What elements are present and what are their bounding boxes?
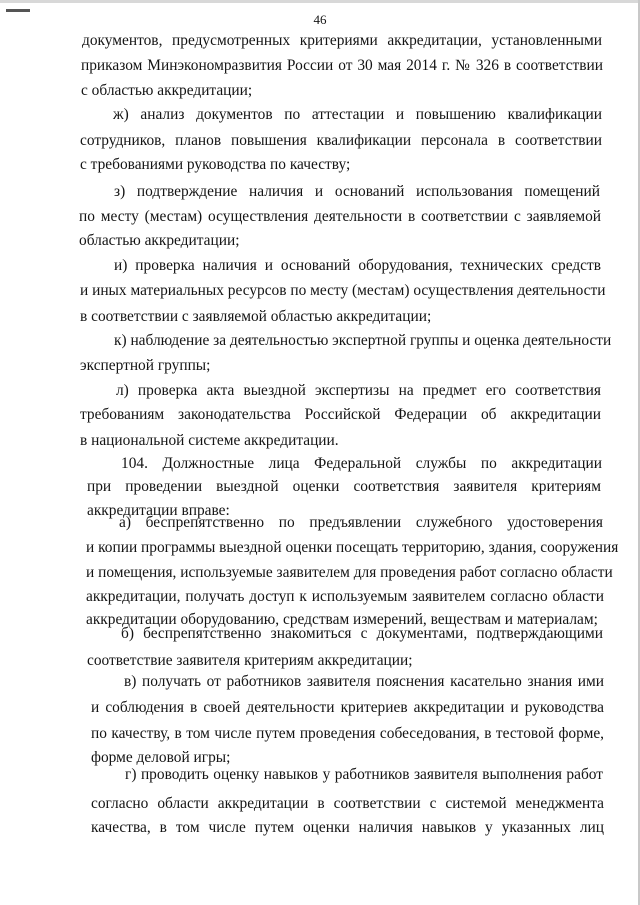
text-line: документов, предусмотренных критериями аккредитации, установленными bbox=[82, 32, 602, 49]
text-line: в национальной системе аккредитации. bbox=[80, 432, 339, 449]
text-line: экспертной группы; bbox=[80, 357, 211, 374]
text-line: аккредитации, получать доступ к используемым заявителем согласно области bbox=[86, 588, 604, 605]
text-line: 104. Должностные лица Федеральной службы по аккредитации bbox=[121, 455, 602, 472]
text-line: ж) анализ документов по аттестации и повышению квалификации bbox=[113, 106, 602, 123]
text-line: г) проводить оценку навыков у работников заявителя выполнения работ bbox=[125, 766, 603, 783]
text-line: в) получать от работников заявителя пояснения касательно знания ими bbox=[124, 673, 604, 690]
text-line: с областью аккредитации; bbox=[81, 82, 253, 99]
text-line: и иных материальных ресурсов по месту (местам) осуществления деятельности bbox=[80, 282, 606, 299]
text-line: согласно области аккредитации в соответствии с системой менеджмента bbox=[91, 795, 604, 812]
text-line: приказом Минэкономразвития России от 30 мая 2014 г. № 326 в соответствии bbox=[81, 57, 603, 74]
text-line: качества, в том числе путем оценки наличия навыков у указанных лиц bbox=[91, 819, 604, 836]
text-line: соответствие заявителя критериям аккредитации; bbox=[87, 652, 413, 669]
page-number: 46 bbox=[313, 12, 327, 27]
text-line: и помещения, используемые заявителем для проведения работ согласно области bbox=[86, 564, 613, 581]
text-line: аккредитации оборудованию, средствам измерений, веществам и материалам; bbox=[86, 611, 598, 628]
text-line: с требованиями руководства по качеству; bbox=[80, 156, 351, 173]
text-line: областью аккредитации; bbox=[79, 232, 240, 249]
text-line: сотрудников, планов повышения квалификации персонала в соответствии bbox=[80, 132, 602, 149]
text-line: по месту (местам) осуществления деятельности в соответствии с заявляемой bbox=[79, 208, 601, 225]
text-line: требованиям законодательства Российской Федерации об аккредитации bbox=[80, 406, 601, 423]
text-line: з) подтверждение наличия и оснований использования помещений bbox=[114, 183, 600, 200]
text-line: и копии программы выездной оценки посещать территорию, здания, сооружения bbox=[86, 539, 619, 556]
text-line: б) беспрепятственно знакомиться с документами, подтверждающими bbox=[121, 625, 603, 642]
text-line: и) проверка наличия и оснований оборудования, технических средств bbox=[114, 257, 601, 274]
text-line: а) беспрепятственно по предъявлении служебного удостоверения bbox=[119, 514, 603, 531]
text-line: л) проверка акта выездной экспертизы на предмет его соответствия bbox=[116, 382, 601, 399]
text-line: и соблюдения в своей деятельности критериев аккредитации и руководства bbox=[91, 699, 604, 716]
text-line: при проведении выездной оценки соответствия заявителя критериям bbox=[87, 478, 601, 495]
text-line: к) наблюдение за деятельностью экспертной группы и оценка деятельности bbox=[114, 332, 612, 349]
text-line: аккредитации вправе: bbox=[87, 502, 230, 519]
text-line: по качеству, в том числе путем проведения собеседования, в тестовой форме, bbox=[91, 725, 604, 742]
text-line: в соответствии с заявляемой областью аккредитации; bbox=[80, 308, 432, 325]
text-line: форме деловой игры; bbox=[91, 749, 231, 766]
